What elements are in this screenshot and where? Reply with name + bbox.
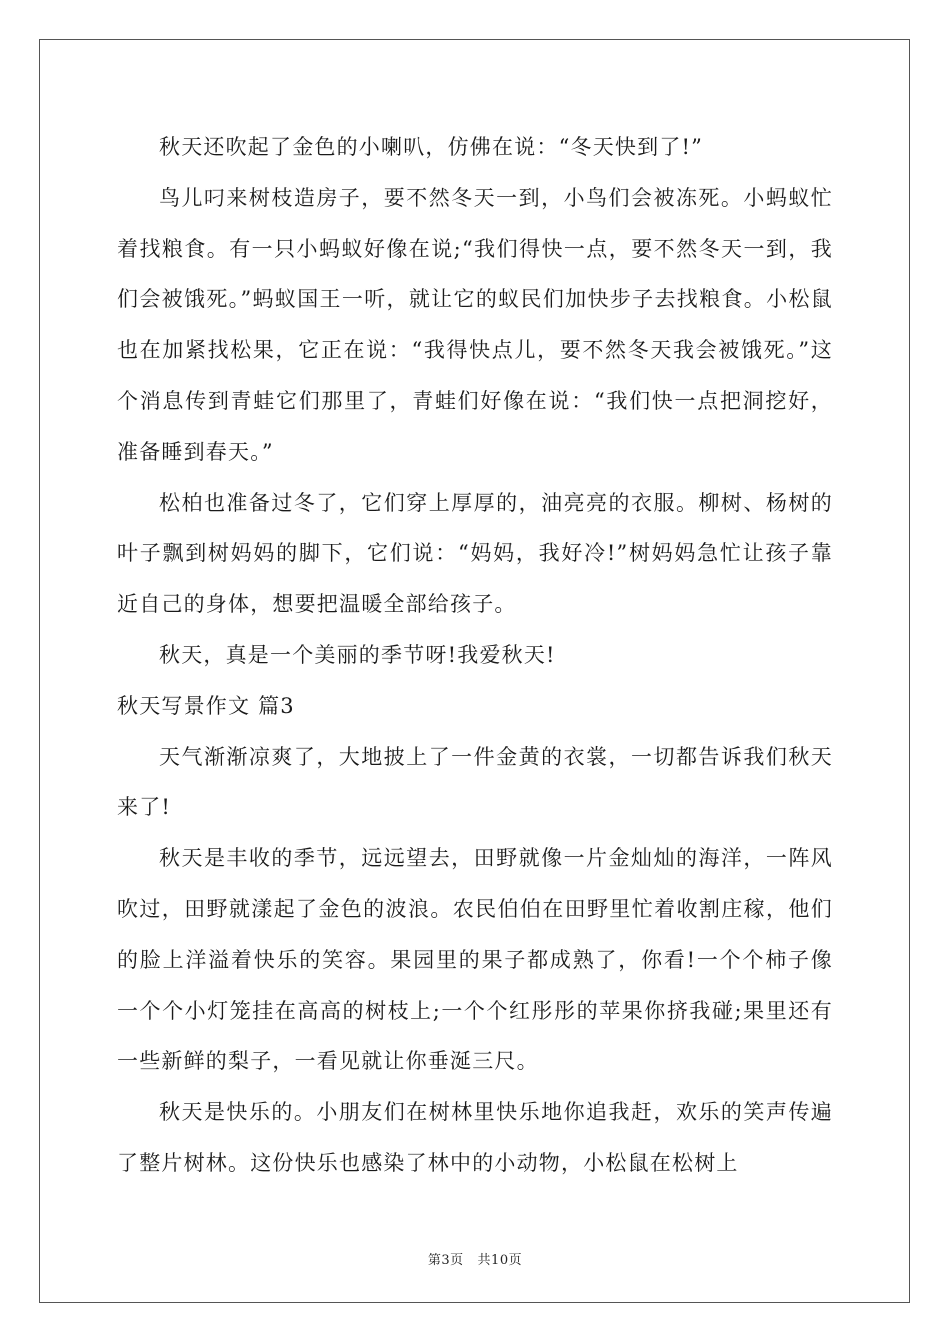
paragraph: 秋天还吹起了金色的小喇叭，仿佛在说：“冬天快到了!” bbox=[159, 135, 704, 159]
page-number: 第3页 共10页 bbox=[427, 1253, 523, 1268]
paragraph: 鸟儿叼来树枝造房子，要不然冬天一到，小鸟们会被冻死。小蚂蚁忙着找粮食。有一只小蚂蚁好像在说;“我们得快一点，要不然冬天一到，我们会被饿死。”蚂蚁国王一听，就让它的蚁民们加快步子去找粮食。小松鼠也在加紧找松果，它正在说：“我得快点儿，要不然冬天我会被饿死。”这个消息传到青蛙它们那里了，青蛙们好像在说：“我们快一点把洞挖好，准备睡到春天。” bbox=[117, 185, 833, 464]
paragraph: 秋天，真是一个美丽的季节呀!我爱秋天! bbox=[159, 642, 556, 667]
page-footer bbox=[0, 1249, 950, 1268]
paragraph: 天气渐渐凉爽了，大地披上了一件金黄的衣裳，一切都告诉我们秋天来了! bbox=[117, 744, 833, 820]
document-body bbox=[117, 122, 833, 1189]
paragraph: 松柏也准备过冬了，它们穿上厚厚的，油亮亮的衣服。柳树、杨树的叶子飘到树妈妈的脚下，它们说：“妈妈，我好冷!”树妈妈急忙让孩子靠近自己的身体，想要把温暖全部给孩子。 bbox=[117, 490, 833, 617]
paragraph: 秋天是快乐的。小朋友们在树林里快乐地你追我赶，欢乐的笑声传遍了整片树林。这份快乐也感染了林中的小动物，小松鼠在松树上 bbox=[117, 1100, 833, 1175]
section-title: 秋天写景作文 篇3 bbox=[117, 693, 295, 718]
paragraph: 秋天是丰收的季节，远远望去，田野就像一片金灿灿的海洋，一阵风吹过，田野就漾起了金色的波浪。农民伯伯在田野里忙着收割庄稼，他们的脸上洋溢着快乐的笑容。果园里的果子都成熟了，你看!一个个柿子像一个个小灯笼挂在高高的树枝上;一个个红彤彤的苹果你挤我碰;果里还有一些新鲜的梨子，一看见就让你垂涎三尺。 bbox=[117, 846, 833, 1074]
